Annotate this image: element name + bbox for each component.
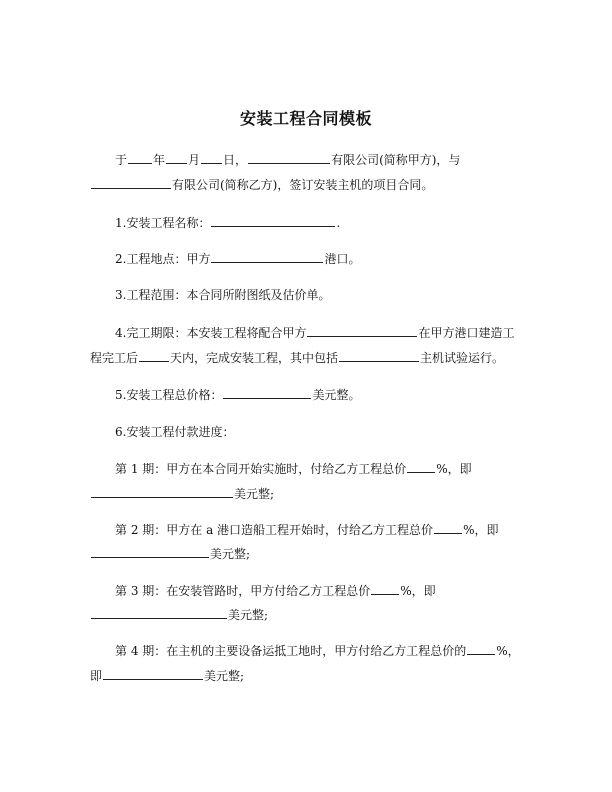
item-period-line2-prefix: 程完工后 bbox=[90, 351, 139, 365]
payment-1-line-1 bbox=[115, 461, 472, 476]
payment-2-amount-blank[interactable] bbox=[91, 546, 209, 558]
payment-2-pct-suffix: %，即 bbox=[463, 523, 499, 537]
item-period-line-1 bbox=[115, 325, 514, 340]
item-price bbox=[115, 387, 360, 402]
month-label: 月 bbox=[188, 153, 201, 167]
document-title: 安装工程合同模板 bbox=[239, 109, 372, 128]
location-blank[interactable] bbox=[211, 251, 323, 263]
payment-2-line-2 bbox=[90, 546, 250, 561]
item-location-suffix: 港口。 bbox=[324, 252, 361, 266]
party-a-suffix: 有限公司(简称甲方)，与 bbox=[331, 153, 461, 167]
payment-2-percent-blank[interactable] bbox=[434, 522, 462, 534]
payment-4-text: 第 4 期：在主机的主要设备运抵工地时，甲方付给乙方工程总价的 bbox=[115, 644, 467, 658]
item-location bbox=[115, 251, 360, 266]
payment-1-amount-suffix: 美元整; bbox=[234, 487, 275, 501]
item-name bbox=[115, 215, 340, 230]
payment-3-percent-blank[interactable] bbox=[371, 583, 399, 595]
item-period-line2-mid: 天内，完成安装工程，其中包括 bbox=[170, 351, 339, 365]
payment-3-line-2 bbox=[90, 607, 268, 622]
payment-4-amount-suffix: 美元整; bbox=[204, 669, 245, 683]
item-name-end: . bbox=[336, 216, 341, 230]
party-a-blank[interactable] bbox=[248, 152, 330, 164]
payment-3-text: 第 3 期：在安装管路时，甲方付给乙方工程总价 bbox=[115, 584, 371, 598]
intro-line-1 bbox=[115, 152, 460, 167]
payment-2-line-1 bbox=[115, 522, 498, 537]
payment-heading-text: 6.安装工程付款进度： bbox=[115, 425, 235, 439]
year-label: 年 bbox=[153, 153, 166, 167]
payment-1-amount-blank[interactable] bbox=[91, 486, 233, 498]
party-b-blank[interactable] bbox=[91, 177, 171, 189]
payment-2-amount-suffix: 美元整; bbox=[210, 547, 251, 561]
project-name-blank[interactable] bbox=[211, 215, 335, 227]
price-blank[interactable] bbox=[223, 387, 311, 399]
day-blank[interactable] bbox=[201, 152, 222, 164]
item-period-line-2 bbox=[90, 350, 504, 365]
day-label: 日， bbox=[223, 153, 248, 167]
month-blank[interactable] bbox=[166, 152, 187, 164]
item-period-line2-suffix: 主机试验运行。 bbox=[420, 351, 505, 365]
intro-prefix: 于 bbox=[115, 153, 128, 167]
item-location-label: 2.工程地点：甲方 bbox=[115, 252, 211, 266]
period-included-blank[interactable] bbox=[339, 350, 419, 362]
payment-4-amount-blank[interactable] bbox=[103, 668, 203, 680]
payment-1-line-2 bbox=[90, 486, 274, 501]
payment-3-pct-suffix: %，即 bbox=[400, 584, 436, 598]
payment-2-text: 第 2 期：甲方在 a 港口造船工程开始时，付给乙方工程总价 bbox=[115, 523, 434, 537]
payment-1-text: 第 1 期：甲方在本合同开始实施时，付给乙方工程总价 bbox=[115, 462, 407, 476]
item-scope bbox=[115, 288, 330, 302]
period-days-blank[interactable] bbox=[139, 350, 169, 362]
payment-3-amount-blank[interactable] bbox=[91, 607, 227, 619]
intro-line-2 bbox=[90, 177, 433, 192]
period-project-blank[interactable] bbox=[307, 325, 417, 337]
payment-4-pct-suffix: %， bbox=[496, 644, 520, 658]
payment-4-line-2 bbox=[90, 668, 244, 683]
item-period-mid: 在甲方港口建造工 bbox=[418, 326, 515, 340]
item-price-label: 5.安装工程总价格： bbox=[115, 388, 223, 402]
item-period-label: 4.完工期限：本安装工程将配合甲方 bbox=[115, 326, 307, 340]
item-scope-text: 3.工程范围：本合同所附图纸及估价单。 bbox=[115, 288, 331, 302]
payment-3-line-1 bbox=[115, 583, 436, 598]
year-blank[interactable] bbox=[128, 152, 152, 164]
payment-3-amount-suffix: 美元整; bbox=[228, 608, 269, 622]
payment-1-percent-blank[interactable] bbox=[407, 461, 435, 473]
item-price-suffix: 美元整。 bbox=[312, 388, 361, 402]
payment-4-percent-blank[interactable] bbox=[467, 643, 495, 655]
item-payment-heading bbox=[115, 425, 234, 439]
payment-4-line2-prefix: 即 bbox=[90, 669, 103, 683]
item-name-label: 1.安装工程名称： bbox=[115, 216, 211, 230]
party-b-suffix: 有限公司(简称乙方)，签订安装主机的项目合同。 bbox=[172, 178, 434, 192]
payment-4-line-1 bbox=[115, 643, 520, 658]
payment-1-pct-suffix: %，即 bbox=[436, 462, 472, 476]
